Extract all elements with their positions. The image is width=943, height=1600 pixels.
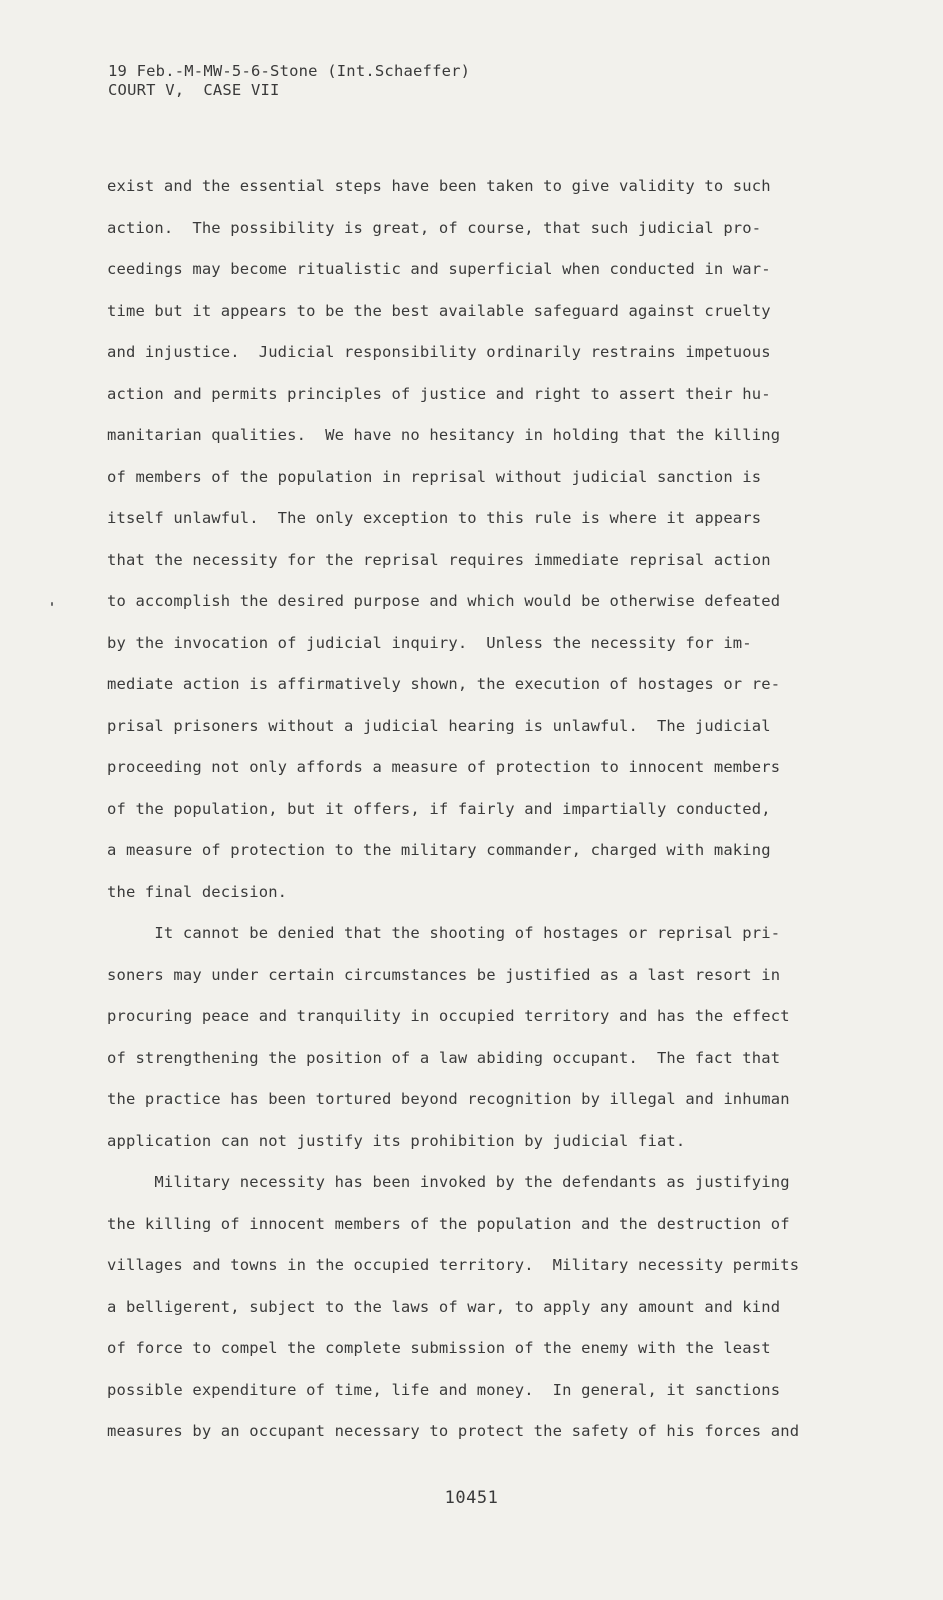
body-line: to accomplish the desired purpose and which would be otherwise defeated: [107, 592, 781, 610]
body-line: proceeding not only affords a measure of protection to innocent members: [107, 758, 781, 776]
body-line: exist and the essential steps have been taken to give validity to such: [107, 177, 771, 195]
body-line: Military necessity has been invoked by the defendants as justifying: [107, 1173, 790, 1191]
body-line: action and permits principles of justice and right to assert their hu-: [107, 384, 771, 403]
body-line: by the invocation of judicial inquiry. Unless the necessity for im-: [107, 633, 752, 652]
page-number: 10451: [444, 1488, 499, 1508]
body-line: of strengthening the position of a law abiding occupant. The fact that: [107, 1048, 781, 1067]
document-header: [108, 62, 470, 100]
header-line-2: COURT V, CASE VII: [108, 81, 280, 99]
body-line: measures by an occupant necessary to protect the safety of his forces and: [107, 1422, 800, 1440]
body-line: possible expenditure of time, life and money. In general, it sanctions: [107, 1380, 781, 1399]
body-line: time but it appears to be the best available safeguard against cruelty: [107, 301, 771, 320]
body-line: the final decision.: [107, 882, 288, 901]
body-line: the killing of innocent members of the population and the destruction of: [107, 1214, 790, 1233]
body-line: a measure of protection to the military commander, charged with making: [107, 841, 771, 859]
body-line: of members of the population in reprisal without judicial sanction is: [107, 467, 762, 486]
body-line: soners may under certain circumstances be justified as a last resort in: [107, 965, 781, 984]
body-line: It cannot be denied that the shooting of hostages or reprisal pri-: [107, 924, 781, 942]
body-line: and injustice. Judicial responsibility ordinarily restrains impetuous: [107, 343, 771, 361]
body-line: procuring peace and tranquility in occupied territory and has the effect: [107, 1007, 790, 1025]
body-line: mediate action is affirmatively shown, the execution of hostages or re-: [107, 675, 781, 693]
body-line: of the population, but it offers, if fairly and impartially conducted,: [107, 799, 771, 818]
body-line: manitarian qualities. We have no hesitancy in holding that the killing: [107, 426, 781, 444]
body-line: that the necessity for the reprisal requires immediate reprisal action: [107, 550, 771, 569]
body-line: a belligerent, subject to the laws of war, to apply any amount and kind: [107, 1297, 781, 1316]
margin-speck: [51, 602, 53, 606]
body-line: the practice has been tortured beyond recognition by illegal and inhuman: [107, 1090, 790, 1108]
body-line: villages and towns in the occupied territory. Military necessity permits: [107, 1256, 800, 1274]
body-line: of force to compel the complete submission of the enemy with the least: [107, 1339, 771, 1357]
body-line: ceedings may become ritualistic and superficial when conducted in war-: [107, 260, 771, 278]
document-body: [107, 166, 847, 1453]
body-line: itself unlawful. The only exception to this rule is where it appears: [107, 509, 762, 527]
body-line: action. The possibility is great, of course, that such judicial pro-: [107, 218, 762, 237]
body-line: prisal prisoners without a judicial hearing is unlawful. The judicial: [107, 716, 771, 735]
header-line-1: 19 Feb.-M-MW-5-6-Stone (Int.Schaeffer): [108, 62, 471, 80]
body-line: application can not justify its prohibition by judicial fiat.: [107, 1131, 686, 1150]
